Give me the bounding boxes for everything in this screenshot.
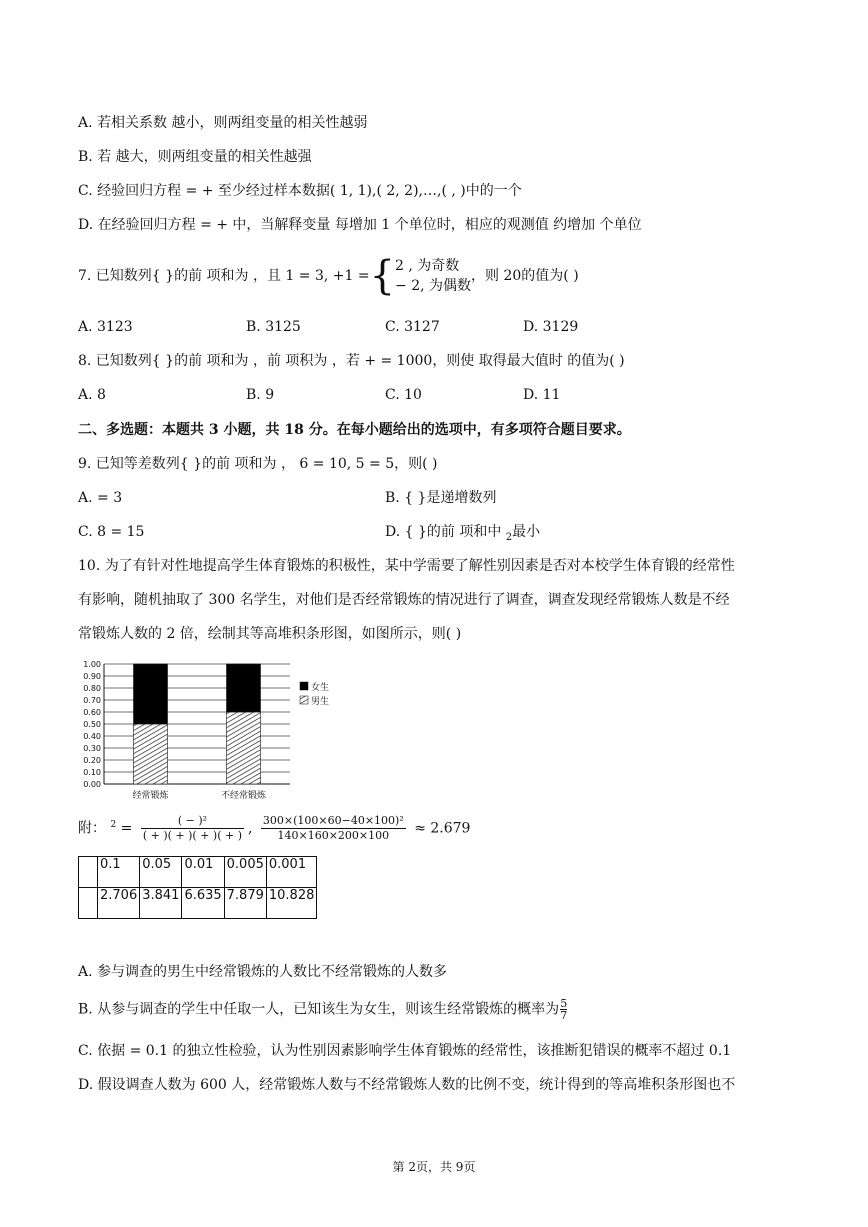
table-cell: 0.001 xyxy=(266,857,317,888)
chi-square-fraction xyxy=(141,814,244,843)
table-cell xyxy=(79,888,98,919)
table-cell: 10.828 xyxy=(266,888,317,919)
y-tick-label: 0.10 xyxy=(83,768,101,777)
q7-stem-before: 7. 已知数列{ }的前 项和为 ，且 1 = 3, +1 = xyxy=(78,268,370,284)
q10-stem-line2: 有影响，随机抽取了 300 名学生，对他们是否经常锻炼的情况进行了调查，调查发现经常锻炼人数是不经 xyxy=(78,592,730,608)
q8-stem: 8. 已知数列{ }的前 项和为 ，前 项积为 ，若 + = 1000，则使 取得最大值时 的值为( ) xyxy=(78,353,625,369)
chart-svg xyxy=(78,656,346,806)
formula-prefix: 附： xyxy=(78,820,111,837)
stacked-bar-chart xyxy=(78,656,346,806)
q8-option-c: C. 10 xyxy=(385,387,422,403)
formula-eq: = xyxy=(116,820,137,837)
y-tick-label: 0.30 xyxy=(83,744,101,753)
calc-denominator: 140×160×200×100 xyxy=(277,829,390,842)
bar-segment xyxy=(227,664,261,712)
q9-option-b: B. { }是递增数列 xyxy=(385,490,497,506)
q7-stem-after: ，则 20的值为( ) xyxy=(471,268,579,284)
y-tick-label: 0.40 xyxy=(83,732,101,741)
x-tick-label: 不经常锻炼 xyxy=(220,791,267,801)
q7-cases xyxy=(395,256,471,296)
page-footer: 第 2页，共 9页 xyxy=(392,1160,476,1174)
q8-option-b: B. 9 xyxy=(246,387,275,403)
q7-option-a: A. 3123 xyxy=(78,319,133,335)
q7-case-even: − 2, 为偶数 xyxy=(395,278,472,294)
y-tick-label: 1.00 xyxy=(83,660,101,669)
q8-option-d: D. 11 xyxy=(523,387,561,403)
y-tick-label: 0.80 xyxy=(83,684,101,693)
q10-option-b xyxy=(78,998,567,1021)
bar-segment xyxy=(227,712,261,784)
q9-option-d-before: D. { }的前 项和中 xyxy=(385,524,506,540)
table-cell: 0.05 xyxy=(140,857,182,888)
chi-square-numerator: ( − )² xyxy=(141,814,244,829)
q7-option-b: B. 3125 xyxy=(246,319,301,335)
appendix-formula: 附： $^2$ = $\frac{\text{( − )²}}{( + )( + )( + )( + )}$ , $\frac{\text{300×(100×60−40×100)²}}{140\times 160\times 200\times 100}$ ≈ 2.679 xyxy=(78,814,471,842)
q10-stem-line3: 常锻炼人数的 2 倍，绘制其等高堆积条形图，如图所示，则( ) xyxy=(78,626,462,642)
q9-option-d xyxy=(385,522,540,548)
table-cell: 2.706 xyxy=(98,888,140,919)
calc-result: ≈ 2.679 xyxy=(414,820,471,837)
q7-option-d: D. 3129 xyxy=(523,319,579,335)
q7-stem xyxy=(78,253,579,299)
y-tick-label: 0.50 xyxy=(83,720,101,729)
bar-segment xyxy=(134,664,168,724)
chi-square-denominator: ( + )( + )( + )( + ) xyxy=(142,829,242,842)
fraction-numerator: 5 xyxy=(560,997,568,1010)
table-cell: 3.841 xyxy=(140,888,182,919)
q7-option-c: C. 3127 xyxy=(385,319,440,335)
y-tick-label: 0.70 xyxy=(83,696,101,705)
section-heading-multi-choice: 二、多选题：本题共 3 小题，共 18 分。在每小题给出的选项中，有多项符合题目要求。 xyxy=(78,422,631,438)
y-tick-label: 0.00 xyxy=(83,780,101,789)
q10-option-a: A. 参与调查的男生中经常锻炼的人数比不经常锻炼的人数多 xyxy=(78,964,448,980)
legend-swatch xyxy=(300,696,308,704)
table-cell: 0.005 xyxy=(224,857,266,888)
q7-brace: { xyxy=(369,253,396,299)
y-tick-label: 0.90 xyxy=(83,672,101,681)
y-tick-label: 0.20 xyxy=(83,756,101,765)
table-cell: 7.879 xyxy=(224,888,266,919)
table-cell: 6.635 xyxy=(182,888,224,919)
y-tick-label: 0.60 xyxy=(83,708,101,717)
table-row xyxy=(79,888,317,919)
q10-option-b-text: B. 从参与调查的学生中任取一人，已知该生为女生，则该生经常锻炼的概率为 xyxy=(78,1001,560,1018)
calc-fraction xyxy=(261,814,406,843)
legend-label: 男生 xyxy=(311,697,330,707)
table-cell: 0.1 xyxy=(98,857,140,888)
q9-option-d-sub: 2 xyxy=(505,531,513,543)
q6-option-d: D. 在经验回归方程 = + 中，当解释变量 每增加 1 个单位时，相应的观测值 约增加 个单位 xyxy=(78,217,642,233)
bar-segment xyxy=(134,724,168,784)
critical-value-table xyxy=(78,856,317,919)
legend-swatch xyxy=(300,682,308,690)
q6-option-a: A. 若相关系数 越小，则两组变量的相关性越弱 xyxy=(78,115,368,131)
q7-case-odd: 2 , 为奇数 xyxy=(395,258,460,274)
q9-option-c: C. 8 = 15 xyxy=(78,524,145,540)
fraction-denominator: 7 xyxy=(560,1009,568,1022)
q6-option-b: B. 若 越大，则两组变量的相关性越强 xyxy=(78,149,312,165)
table-cell xyxy=(79,857,98,888)
x-tick-label: 经常锻炼 xyxy=(132,791,169,801)
q9-stem: 9. 已知等差数列{ }的前 项和为 ， 6 = 10, 5 = 5，则( ) xyxy=(78,456,438,472)
q10-stem-line1: 10. 为了有针对性地提高学生体育锻炼的积极性，某中学需要了解性别因素是否对本校学生体育锻的经常性 xyxy=(78,558,735,574)
q9-option-d-after: 最小 xyxy=(512,524,541,540)
q6-option-c: C. 经验回归方程 = + 至少经过样本数据( 1, 1),( 2, 2),…,( , )中的一个 xyxy=(78,183,522,199)
table-cell: 0.01 xyxy=(182,857,224,888)
q8-option-a: A. 8 xyxy=(78,387,106,403)
table-row xyxy=(79,857,317,888)
probability-fraction xyxy=(560,998,567,1021)
formula-exp: 2 xyxy=(110,819,117,830)
q9-option-a: A. = 3 xyxy=(78,490,123,506)
legend-label: 女生 xyxy=(311,683,330,693)
q10-option-d: D. 假设调查人数为 600 人，经常锻炼人数与不经常锻炼人数的比例不变，统计得到的等高堆积条形图也不 xyxy=(78,1077,736,1093)
calc-numerator: 300×(100×60−40×100)² xyxy=(262,814,404,827)
q10-option-c: C. 依据 = 0.1 的独立性检验，认为性别因素影响学生体育锻炼的经常性，该推断犯错误的概率不超过 0.1 xyxy=(78,1043,732,1059)
